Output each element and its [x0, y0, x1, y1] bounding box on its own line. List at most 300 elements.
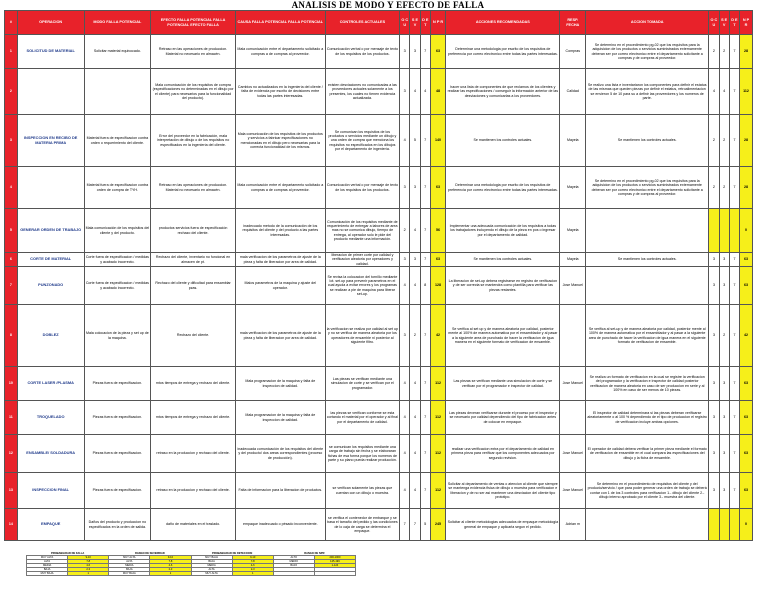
cell-tomada: [586, 267, 709, 305]
cell-sev: 4: [410, 435, 420, 473]
cell-sev2: 3: [719, 367, 729, 401]
cell-efecto: Retraso en las operaciones de produccion. Material no necesario en almacén.: [151, 167, 236, 209]
legend-cell: ALTA: [109, 560, 150, 564]
cell-efecto: Rechazo del cliente.: [151, 305, 236, 367]
legend-cell: 7-8: [68, 560, 109, 564]
cell-det: 7: [420, 305, 430, 367]
cell-npr2: 63: [740, 435, 753, 473]
cell-det2: 7: [729, 473, 739, 509]
cell-ocu2: 3: [709, 473, 719, 509]
table-row: [5, 209, 753, 253]
cell-n: 12: [5, 435, 18, 473]
cell-npr2: 0: [740, 509, 753, 541]
cell-sev2: [719, 509, 729, 541]
cell-efecto: Retraso en las operaciones de produccion. Material no necesario en almacén.: [151, 35, 236, 69]
cell-sev2: 3: [719, 253, 729, 267]
cell-modo: Solicitar material equivocado.: [84, 35, 151, 69]
legend-body: [27, 552, 356, 576]
cell-tomada: El operador de calidad debera verificar la primer pieza mediante el formato de verificacion de ensamble en el cual compara las especificaciones del dibujo y la ficha de ensamble.: [586, 435, 709, 473]
cell-resp: Calidad: [560, 69, 586, 115]
cell-causa: Malos parametros de la maquina y ajuste del operador.: [235, 267, 325, 305]
legend-cell: BAJA: [27, 568, 68, 572]
cell-efecto: Rechazo del cliente, inventario no funcional en almacen de pt.: [151, 253, 236, 267]
cell-modo: Piezas fuera de especificacion.: [84, 435, 151, 473]
cell-ocu: 4: [400, 115, 410, 167]
header-cell: D E T: [420, 11, 430, 35]
cell-op: [17, 167, 84, 209]
cell-resp: Mayela: [560, 209, 586, 253]
cell-accion: hacer una lista de componentes de que reclamos de los clientes y realizar las especificaciones / conseguir la información anterior de las desviaciones y comunicarlas a los proveedores.: [446, 69, 560, 115]
header-cell: O C U: [709, 11, 719, 35]
cell-resp: Mayela: [560, 115, 586, 167]
cell-control: Las piezas se verifican mediante una simulacion de corte y se verifican por el programador.: [325, 367, 399, 401]
cell-causa: Mala comunicación entre el departamento solicitado a compras a de compras al proveedor.: [235, 167, 325, 209]
cell-accion: Se verifica al set up y de manera aleatoria por calidad, posterior mente al 100% de manera automatica por el ensamblador y al pasar a la siguiente area de punchado de hacer la verificacion de igua manera en el siguiente formato de verificacion de ensamble.: [446, 305, 560, 367]
legend-cell: 9-10: [150, 556, 191, 560]
cell-ocu2: 3: [709, 267, 719, 305]
cell-npr: 112: [430, 367, 445, 401]
legend-cell: ALTA: [191, 568, 232, 572]
legend-row: [27, 572, 356, 576]
cell-sev: 3: [410, 253, 420, 267]
cell-op: [17, 69, 84, 115]
cell-control: Comunicación de los requisitos mediante de requerimiento de entregar a labores de area mas no se comunica dibujo, tiempo de entrega, al operador solo le pide del producto mediante una información.: [325, 209, 399, 253]
legend-cell: MUY ALTA: [191, 572, 232, 576]
cell-modo: Piezas fuera de especificacion.: [84, 473, 151, 509]
cell-ocu2: 3: [709, 305, 719, 367]
table-row: [5, 253, 753, 267]
legend-cell: BAJA: [109, 568, 150, 572]
cell-det2: 7: [729, 115, 739, 167]
cell-npr2: 28: [740, 167, 753, 209]
cell-resp: Jose Manuel: [560, 267, 586, 305]
cell-tomada: Se realizo una lista e inventariaron los componentes para definir el estatus de las mismas que queden piezas por definir el estatus, retroalimentacion se envieron 5 de 10 para su a definir las proveedores y los numeros de parte.: [586, 69, 709, 115]
cell-npr: 63: [430, 35, 445, 69]
header-cell: S E V: [719, 11, 729, 35]
cell-det: 4: [420, 69, 430, 115]
legend-cell: [314, 572, 355, 576]
legend-cell: MEDIO: [273, 560, 314, 564]
cell-op: ENSAMBLE/ SOLDADURA: [17, 435, 84, 473]
legend-cell: 4-6: [150, 564, 191, 568]
cell-accion: Determinar una metodologia por escrito de los requisitos de preferencia por correo electronico entre todas las partes interesadas.: [446, 35, 560, 69]
cell-modo: Mala colocacion de la pieza y set up de la maquina.: [84, 305, 151, 367]
cell-ocu: 4: [400, 473, 410, 509]
cell-ocu2: 3: [709, 435, 719, 473]
cell-det2: 7: [729, 253, 739, 267]
cell-tomada: Se realiza un formato de verificacion en la cual se registre la verificacion del programador y la verificacion e inspector de calidad posterior verificacion de manera aleatoria en caso de ser produccion en serie y al 100% en caso de ser menos de 10 piezas.: [586, 367, 709, 401]
table-row: [5, 267, 753, 305]
cell-npr2: 63: [740, 253, 753, 267]
table-row: [5, 435, 753, 473]
cell-sev: 3: [410, 167, 420, 209]
cell-ocu: 3: [400, 35, 410, 69]
header-cell: RESP. FECHA: [560, 11, 586, 35]
cell-ocu: 3: [400, 305, 410, 367]
cell-npr: 112: [430, 435, 445, 473]
legend-cell: 9-10: [68, 556, 109, 560]
cell-control: se comunican los requisitos mediante una carga de trabajo sin fecha y se elaboraran fichas de esa forma porque los numeros de parte y su plano pueda realizar producción.: [325, 435, 399, 473]
cell-npr2: 63: [740, 267, 753, 305]
cell-sev2: 4: [719, 69, 729, 115]
cell-det: 7: [420, 115, 430, 167]
cell-control: Se revisa la colocacion del tornillo mediante lot. set.up para prevenir parametros en el cual ayuda a evitar errores y los programas se realizan a pie de maquina para liberar set-up.: [325, 267, 399, 305]
cell-n: 1: [5, 35, 18, 69]
legend-cell: 1: [150, 572, 191, 576]
cell-det: 7: [420, 367, 430, 401]
header-cell: CAUSA FALLA POTENCIAL FALLA POTENCIAL: [235, 11, 325, 35]
cell-det2: 7: [729, 435, 739, 473]
table-row: [5, 305, 753, 367]
cell-ocu2: 2: [709, 167, 719, 209]
cell-ocu: 7: [400, 509, 410, 541]
cell-det: 7: [420, 253, 430, 267]
cell-modo: Piezas fuera de especificacion.: [84, 401, 151, 435]
cell-sev: 5: [410, 115, 420, 167]
legend-cell: ALTA: [27, 560, 68, 564]
cell-accion: Solicitar al departamento de ventas o atencion al cliente que siempre se mantenga evidencia fisica de dibujo o muestra para verificacion e liberacion y de no ser asi mantener una desviacion del cliente tipo prototipo.: [446, 473, 560, 509]
header-cell: ACCIONES RECOMENDADAS: [446, 11, 560, 35]
cell-causa: Cambios no actualizados en la ingeniería del cliente / falta de evidencia por escrito de decisiones entre todas las partes interesadas.: [235, 69, 325, 115]
header-cell: S E V: [410, 11, 420, 35]
cell-sev: 4: [410, 367, 420, 401]
legend-cell: BAJA: [191, 560, 232, 564]
cell-modo: Piezas fuera de especificacion.: [84, 367, 151, 401]
cell-sev: 4: [410, 267, 420, 305]
cell-op: INSPECCION EN RECIBO DE MATERIA PRIMA: [17, 115, 84, 167]
cell-control: se verifica el contenedor de embarque y se basa el tamaño del pedido y las condiciones de lo caja de carga se determina el empaque.: [325, 509, 399, 541]
cell-control: Comunicación verbal o por mensaje de texto de los requisitos de los productos.: [325, 167, 399, 209]
cell-efecto: mtos tiempos de entrega y rechazo del cliente.: [151, 401, 236, 435]
cell-npr: 48: [430, 69, 445, 115]
cell-ocu2: 3: [709, 253, 719, 267]
legend-cell: 7-8: [232, 560, 273, 564]
page-title: ANALISIS DE MODO Y EFECTO DE FALLA: [291, 0, 485, 10]
legend-cell: MUY BAJA: [191, 556, 232, 560]
cell-accion: Se mantienen los controles actuales.: [446, 253, 560, 267]
legend-cell: 125-199: [314, 560, 355, 564]
cell-sev2: 3: [719, 473, 729, 509]
cell-op: EMPAQUE: [17, 509, 84, 541]
table-body: [5, 35, 753, 541]
cell-modo: Material fuera de especificacion contra orden o requerimiento del cliente.: [84, 115, 151, 167]
cell-npr: 140: [430, 115, 445, 167]
legend-cell: 9-10: [232, 556, 273, 560]
cell-det2: 7: [729, 305, 739, 367]
cell-efecto: productos servicios fuera de especificación rechazo del cliente.: [151, 209, 236, 253]
cell-op: INSPECCION FINAL: [17, 473, 84, 509]
cell-npr2: 42: [740, 305, 753, 367]
cell-det: 7: [420, 435, 430, 473]
cell-ocu2: 3: [709, 367, 719, 401]
severity-legend: [26, 552, 356, 576]
cell-n: 5: [5, 209, 18, 253]
cell-n: 4: [5, 167, 18, 209]
cell-n: 10: [5, 367, 18, 401]
cell-ocu: 2: [400, 209, 410, 253]
cell-n: 8: [5, 305, 18, 367]
header-cell: #: [5, 11, 18, 35]
cell-tomada: [586, 509, 709, 541]
cell-resp: Jose Manuel: [560, 367, 586, 401]
cell-sev2: 3: [719, 435, 729, 473]
cell-causa: mala verificacion de los parametros de ajuste de la pieza y falta de liberacion por area de calidad.: [235, 253, 325, 267]
cell-accion: La liberacion de set-up debera registrarse en registro de verificacion y de ser correcta se mantendra como plantilla para verificar las piezas restantes.: [446, 267, 560, 305]
cell-resp: Jose Manuel: [560, 473, 586, 509]
header-cell: D E T: [729, 11, 739, 35]
cell-det: 7: [420, 401, 430, 435]
cell-accion: Las piezas deveran verificarse durante el proceso por el inspector y se necesario por calidad dependiendo del tipo de fabricacion antes de colocar en empaque.: [446, 401, 560, 435]
table-row: [5, 401, 753, 435]
cell-op: SOLICITUD DE MATERIAL: [17, 35, 84, 69]
legend-cell: MUY ALTA: [27, 556, 68, 560]
cell-n: 7: [5, 267, 18, 305]
legend-header: PROBABILIDAD DE FALLA: [50, 552, 85, 555]
cell-det: 7: [420, 209, 430, 253]
cell-efecto: Rechazo del cliente y dificultad para ensamblar pzas.: [151, 267, 236, 305]
cell-ocu: 3: [400, 69, 410, 115]
cell-op: CORTE LASER /PLASMA: [17, 367, 84, 401]
cell-resp: Mayela: [560, 167, 586, 209]
amef-table: [4, 10, 753, 541]
cell-accion: Las piezas se verifican mediante una simulacion de corte y se verifican por el programador e inspector de calidad.: [446, 367, 560, 401]
cell-resp: Compras: [560, 35, 586, 69]
legend-cell: MUY BAJA: [109, 572, 150, 576]
header-cell: OPERACION: [17, 11, 84, 35]
cell-n: 13: [5, 473, 18, 509]
cell-causa: Mala comunicación de los requisitos de los productos y servicios a fabricar especificaciones no mencionadas en el dibujo pero necesarias para la correcta funcionalidad de los mismos.: [235, 115, 325, 167]
cell-control: las piezas se verifican conforme se esta cortando el material por el operador y al final por el departamento de calidad.: [325, 401, 399, 435]
legend-header: RANGO DE NPR: [304, 552, 325, 555]
header-cell: MODO FALLA POTENCIAL: [84, 11, 151, 35]
cell-n: 11: [5, 401, 18, 435]
legend-cell: [273, 572, 314, 576]
cell-causa: empaque inadecuado o pésado inconveniente.: [235, 509, 325, 541]
cell-sev2: 2: [719, 115, 729, 167]
cell-control: existen desviaciones no comunicadas a las proveedores actuales solamente a los presentes, los cuales no tienen evidencia actualizada.: [325, 69, 399, 115]
cell-op: PUNZONADO: [17, 267, 84, 305]
cell-ocu: 3: [400, 167, 410, 209]
cell-npr: 112: [430, 473, 445, 509]
cell-npr: 42: [430, 305, 445, 367]
legend-cell: 2-3: [68, 568, 109, 572]
cell-tomada: Se mantienen los controles actuales.: [586, 115, 709, 167]
cell-modo: Corte fuera de especificacion / medidas y acabado incorrecto.: [84, 267, 151, 305]
header-cell: CONTROLES ACTUALES: [325, 11, 399, 35]
cell-det: 5: [420, 509, 430, 541]
cell-npr: 245: [430, 509, 445, 541]
legend-cell: BAJO: [273, 564, 314, 568]
cell-det: 7: [420, 167, 430, 209]
cell-ocu2: 4: [709, 69, 719, 115]
cell-op: GENERAR ORDEN DE TRABAJO: [17, 209, 84, 253]
legend-cell: 1: [68, 572, 109, 576]
cell-tomada: Se verifica al set-up y de manera aleatoria por calidad, posterior mente al 100% de manera automatica por el ensamblador y al pasar a la siguiente area de punchado de hacer la verificacion de igua manera en el siguiente formato de verificacion de ensamble.: [586, 305, 709, 367]
legend-cell: MUY ALTA: [109, 556, 150, 560]
cell-ocu: 4: [400, 267, 410, 305]
cell-sev2: 2: [719, 35, 729, 69]
cell-causa: inadecuada comunicación de los requisitos del cliente y del producto/ dos areas correspondientes (proceso de producción).: [235, 435, 325, 473]
cell-modo: Corte fuera de especificacion / medidas y acabado incorrecto.: [84, 253, 151, 267]
cell-tomada: [586, 209, 709, 253]
legend-cell: ALTO: [273, 556, 314, 560]
cell-control: se verifican solamente las piezas que cuentan con un dibujo o muestra.: [325, 473, 399, 509]
cell-det2: 7: [729, 267, 739, 305]
cell-ocu2: [709, 209, 719, 253]
legend-cell: 2-3: [150, 568, 191, 572]
cell-det2: 7: [729, 167, 739, 209]
cell-control: liberacion de primer corte por calidad y verificacion aleatoria por operadores y calidad.: [325, 253, 399, 267]
cell-npr: 56: [430, 209, 445, 253]
cell-resp: Adrian m: [560, 509, 586, 541]
table-row: [5, 509, 753, 541]
cell-accion: realizar una verificacion extra por el departamento de calidad en primera pieza para verificar que los componentes adecuados por segundo revision.: [446, 435, 560, 473]
cell-det2: 7: [729, 401, 739, 435]
legend-header: PROBABILIDAD DE DETECCION: [212, 552, 253, 555]
cell-ocu: 4: [400, 435, 410, 473]
cell-sev: 2: [410, 305, 420, 367]
cell-ocu2: 3: [709, 401, 719, 435]
cell-modo: [84, 69, 151, 115]
cell-causa: mala verificacion de los parametros de ajuste de la pieza y falta de liberacion por area de calidad.: [235, 305, 325, 367]
cell-n: 14: [5, 509, 18, 541]
cell-efecto: Mala comunicación de los requisitos de compra (especificaciones no determinadas en el dibujo por el cliente) para necesarios para la funcionalidad del producto).: [151, 69, 236, 115]
header-cell: O C U: [400, 11, 410, 35]
legend-cell: 4-6: [232, 564, 273, 568]
table-row: [5, 367, 753, 401]
header-cell: N P R: [430, 11, 445, 35]
cell-tomada: Se determino en el procedimiento pg-02 que los requisitos para la adquisicion de los productos o servicios suministrados externamente deberan ser por correo electronico entre el departamento solicitante a compras y de compras al proveedor.: [586, 35, 709, 69]
cell-resp: Jose Manuel: [560, 435, 586, 473]
cell-n: 6: [5, 253, 18, 267]
legend-cell: 7-8: [150, 560, 191, 564]
cell-sev: 7: [410, 509, 420, 541]
legend-cell: 1: [232, 572, 273, 576]
cell-sev2: 3: [719, 401, 729, 435]
cell-control: Se comunican los requisitos de los productos o servicios mediante un dibujo y una orden de compra que menciona los requisitos no especificados en los dibujos por el departamento de ingeniería.: [325, 115, 399, 167]
legend-cell: MUY BAJA: [27, 572, 68, 576]
cell-ocu2: 2: [709, 35, 719, 69]
cell-npr2: 0: [740, 209, 753, 253]
cell-ocu: 4: [400, 367, 410, 401]
cell-sev2: 3: [719, 267, 729, 305]
cell-det2: 7: [729, 69, 739, 115]
cell-det: 8: [420, 267, 430, 305]
cell-sev2: [719, 209, 729, 253]
cell-causa: inadecuado metodo de la comunicación de los requisitos del cliente y del producto a las partes interesadas.: [235, 209, 325, 253]
cell-resp: [560, 401, 586, 435]
cell-sev: 3: [410, 35, 420, 69]
table-row: [5, 167, 753, 209]
table-row: [5, 115, 753, 167]
cell-det2: [729, 209, 739, 253]
table-row: [5, 473, 753, 509]
cell-npr2: 63: [740, 367, 753, 401]
cell-ocu2: 2: [709, 115, 719, 167]
cell-tomada: El inspector de calidad determinara si las piezas deberan verificarse aleatoriamente o al 100 % dependiendo de el tipo de produccion el registro de verificacion incluye ambas opciones.: [586, 401, 709, 435]
legend-cell: 4-6: [68, 564, 109, 568]
cell-efecto: mtos tiempos de entrega y rechazo del cliente.: [151, 367, 236, 401]
cell-sev: 4: [410, 69, 420, 115]
cell-npr: 112: [430, 401, 445, 435]
cell-causa: Mala comunicación entre el departamento solicitado a compras a de compras al proveedor.: [235, 35, 325, 69]
legend-cell: 200-1000: [314, 556, 355, 560]
cell-npr2: 28: [740, 35, 753, 69]
cell-efecto: retraso en la produccion y rechazo del cliente.: [151, 435, 236, 473]
cell-causa: Mala programacion de la maquina y falta de inspeccion de calidad.: [235, 401, 325, 435]
cell-npr: 63: [430, 253, 445, 267]
cell-sev: 4: [410, 473, 420, 509]
cell-det: 7: [420, 35, 430, 69]
cell-control: la verificacion se realiza por calidad al set up y no se verifica de manera aleatoria por los operadores de ensamble ni posterior al siguiente filtro.: [325, 305, 399, 367]
cell-op: DOBLEZ: [17, 305, 84, 367]
cell-efecto: retraso en la produccion y rechazo del cliente.: [151, 473, 236, 509]
cell-det: 7: [420, 473, 430, 509]
cell-op: CORTE DE MATERIAL: [17, 253, 84, 267]
cell-modo: Material fuera de especificacion contra orden de compra de TYH.: [84, 167, 151, 209]
cell-n: 3: [5, 115, 18, 167]
cell-sev2: 2: [719, 305, 729, 367]
cell-det2: 7: [729, 367, 739, 401]
legend-cell: 2-3: [232, 568, 273, 572]
table-row: [5, 69, 753, 115]
cell-efecto: daño de materiales en el traslado.: [151, 509, 236, 541]
cell-n: 2: [5, 69, 18, 115]
cell-resp: [560, 305, 586, 367]
cell-sev: 4: [410, 401, 420, 435]
cell-accion: Implementar una adecuada comunicación de los requisitos a todas los trabajadores incluyendo el dibujo de la pieza en pos o ingresar por el departamento de calidad.: [446, 209, 560, 253]
cell-sev2: 2: [719, 167, 729, 209]
cell-npr2: 112: [740, 69, 753, 115]
cell-efecto: Error del proveedor en la fabricación, mala interpretación de dibujo o de los requisitos no especificados en la ingeniería del cliente.: [151, 115, 236, 167]
table-row: [5, 35, 753, 69]
cell-accion: Se mantienen los controles actuales.: [446, 115, 560, 167]
header-cell: ACCION TOMADA: [586, 11, 709, 35]
cell-op: TROQUELADO: [17, 401, 84, 435]
header-row: [5, 11, 753, 35]
cell-ocu: 3: [400, 253, 410, 267]
header-cell: EFECTO FALLA POTENCIAL FALLA POTENCIAL EFECTO FALLA: [151, 11, 236, 35]
cell-npr: 128: [430, 267, 445, 305]
cell-ocu2: [709, 509, 719, 541]
cell-tomada: Se determino en el procedimiento de requisitos del cliente y del producto/servicio / que para poder generar una orden de trabajo se deberá contar con 1 de los 3 controles para verificacion 1.- dibujo del cliente 2.- dibujo interno aprobado por el cliente 3.- muestra del cliente.: [586, 473, 709, 509]
cell-npr2: 63: [740, 401, 753, 435]
legend-cell: MEDIA: [109, 564, 150, 568]
table-header: [5, 11, 753, 35]
legend-cell: MEDIA: [27, 564, 68, 568]
cell-det2: [729, 509, 739, 541]
cell-control: Comunicación verbal o por mensaje de texto de los requisitos de los productos.: [325, 35, 399, 69]
cell-tomada: Se determino en el procedimiento pg-02 que los requisitos para la adquisicion de los productos o servicios suministrados externamente deberan ser por correo electronico entre el departamento solicitante a compras y de compras al proveedor.: [586, 167, 709, 209]
cell-causa: Falta de informacion para la liberacion de productos.: [235, 473, 325, 509]
cell-resp: Mayela: [560, 253, 586, 267]
cell-causa: Mala programacion de la maquina y falta de inspeccion de calidad.: [235, 367, 325, 401]
cell-npr2: 63: [740, 473, 753, 509]
cell-npr2: 28: [740, 115, 753, 167]
cell-modo: Mala comunicación de los requisitos del cliente y del producto.: [84, 209, 151, 253]
cell-det2: 7: [729, 35, 739, 69]
cell-ocu: 4: [400, 401, 410, 435]
cell-accion: Determinar una metodologia por escrito de los requisitos de preferencia por correo electronico entre todas las partes interesadas.: [446, 167, 560, 209]
legend-header: RANGO DE SEVERIDAD: [134, 552, 165, 555]
legend-cell: 1-124: [314, 564, 355, 568]
cell-modo: Daños del producto y produccion no especificados en la orden de salida.: [84, 509, 151, 541]
cell-sev: 4: [410, 209, 420, 253]
cell-accion: Solicitar al cliente metodologias adecuados de empaque metodologia general de empaque y aplicarla segun el pedido.: [446, 509, 560, 541]
cell-npr: 63: [430, 167, 445, 209]
header-cell: N P R: [740, 11, 753, 35]
cell-tomada: Se mantienen los controles actuales.: [586, 253, 709, 267]
